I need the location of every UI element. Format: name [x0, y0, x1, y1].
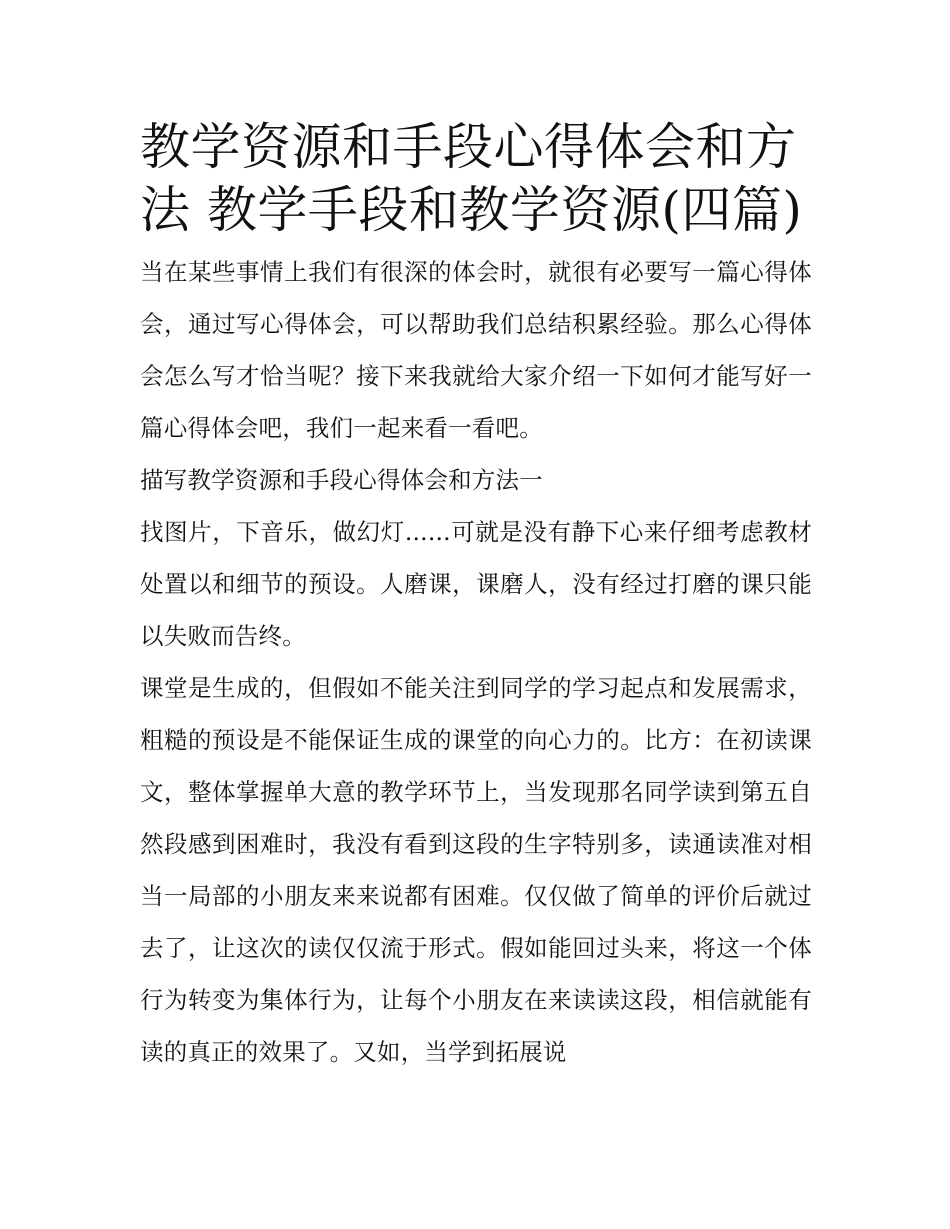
body-paragraph-2: 课堂是生成的，但假如不能关注到同学的学习起点和发展需求，粗糙的预设是不能保证生成的课堂的向心力的。比方：在初读课文，整体掌握单大意的教学环节上，当发现那名同学读到第五自然段感到困难时，我没有看到这段的生字特别多，读通读准对相当一局部的小朋友来来说都有困难。仅仅做了简单的评价后就过去了，让这次的读仅仅流于形式。假如能回过头来，将这一个体行为转变为集体行为，让每个小朋友在来读读这段，相信就能有读的真正的效果了。又如，当学到拓展说 — [140, 674, 812, 1066]
intro-paragraph: 当在某些事情上我们有很深的体会时，就很有必要写一篇心得体会，通过写心得体会，可以帮助我们总结积累经验。那么心得体会怎么写才恰当呢？接下来我就给大家介绍一下如何才能写好一篇心得体会吧，我们一起来看一看吧。 — [140, 258, 812, 442]
document-body — [140, 116, 812, 1078]
title-line-1: 教学资源和手段心得体会和方 — [140, 118, 797, 176]
title-line-2: 法 教学手段和教学资源(四篇) — [140, 181, 803, 239]
page-title — [140, 116, 812, 242]
section-heading: 描写教学资源和手段心得体会和方法一 — [140, 466, 543, 494]
body-paragraph-1: 找图片，下音乐，做幻灯......可就是没有静下心来仔细考虑教材处置以和细节的预设。人磨课，课磨人，没有经过打磨的课只能以失败而告终。 — [140, 518, 812, 650]
